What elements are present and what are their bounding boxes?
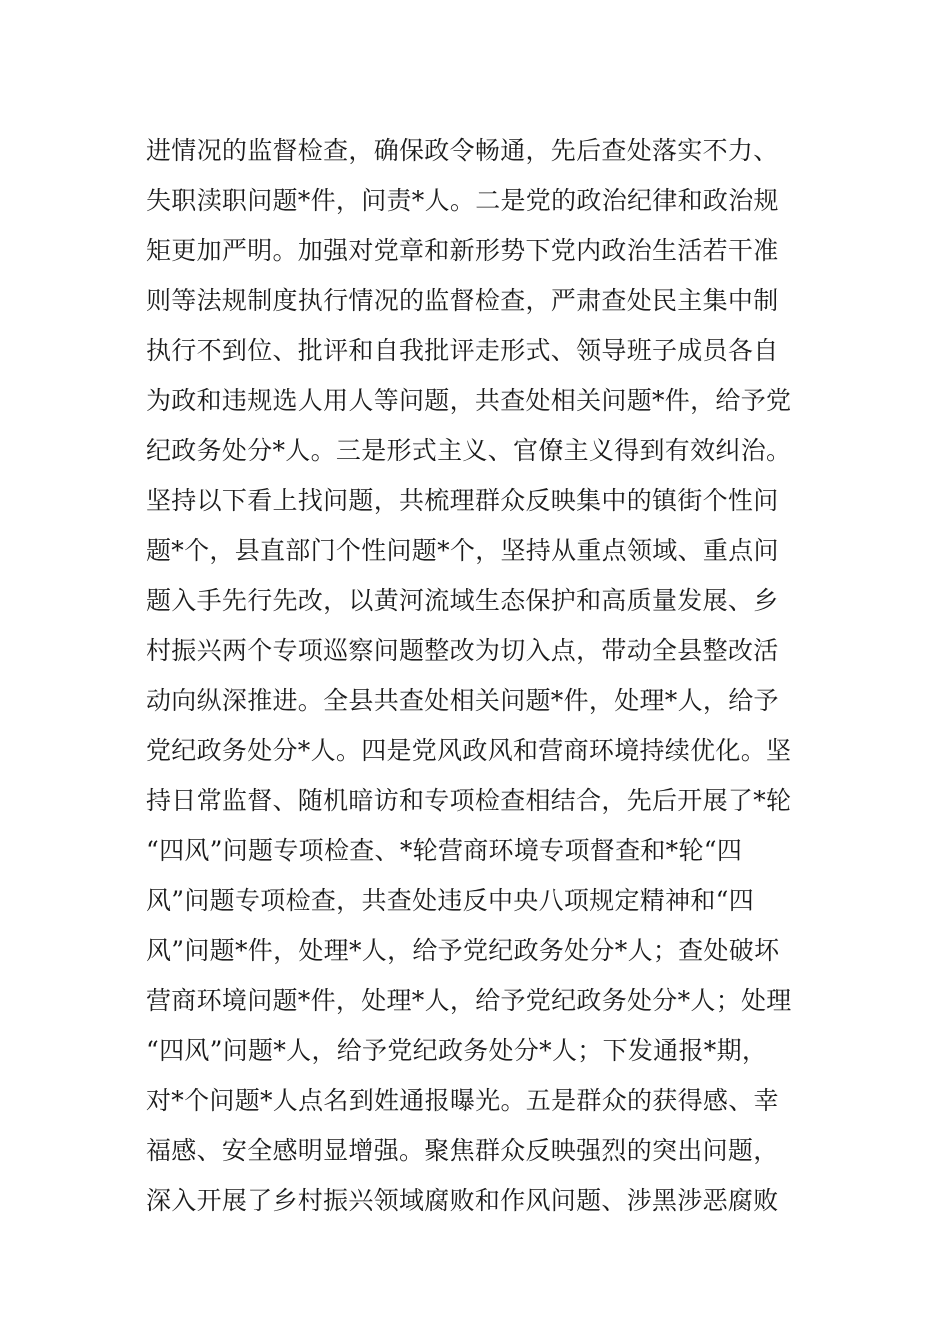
text-line: 对*个问题*人点名到姓通报曝光。五是群众的获得感、幸	[146, 1086, 779, 1115]
text-line: 风”问题*件，处理*人，给予党纪政务处分*人；查处破坏	[146, 936, 780, 965]
text-line: 深入开展了乡村振兴领域腐败和作风问题、涉黑涉恶腐败	[146, 1186, 779, 1215]
text-line: 执行不到位、批评和自我批评走形式、领导班子成员各自	[146, 336, 779, 365]
text-line: 矩更加严明。加强对党章和新形势下党内政治生活若干准	[146, 236, 779, 265]
text-line: 进情况的监督检查，确保政令畅通，先后查处落实不力、	[146, 136, 779, 165]
text-line: 村振兴两个专项巡察问题整改为切入点，带动全县整改活	[146, 636, 779, 665]
text-line: 则等法规制度执行情况的监督检查，严肃查处民主集中制	[146, 286, 779, 315]
text-line: 失职渎职问题*件，问责*人。二是党的政治纪律和政治规	[146, 186, 779, 215]
text-line: 福感、安全感明显增强。聚焦群众反映强烈的突出问题，	[146, 1136, 779, 1165]
text-line: 党纪政务处分*人。四是党风政风和营商环境持续优化。坚	[146, 736, 792, 765]
text-line: 纪政务处分*人。三是形式主义、官僚主义得到有效纠治。	[146, 436, 792, 465]
text-line: 营商环境问题*件，处理*人，给予党纪政务处分*人；处理	[146, 986, 792, 1015]
text-line: 持日常监督、随机暗访和专项检查相结合，先后开展了*轮	[146, 786, 792, 815]
text-line: 动向纵深推进。全县共查处相关问题*件，处理*人，给予	[146, 686, 779, 715]
text-line: 风”问题专项检查，共查处违反中央八项规定精神和“四	[146, 886, 755, 915]
body-paragraph	[146, 126, 806, 1226]
text-line: 题*个，县直部门个性问题*个，坚持从重点领域、重点问	[146, 536, 779, 565]
text-line: 坚持以下看上找问题，共梳理群众反映集中的镇街个性问	[146, 486, 779, 515]
text-line: 为政和违规选人用人等问题，共查处相关问题*件，给予党	[146, 386, 792, 415]
text-line: 题入手先行先改，以黄河流域生态保护和高质量发展、乡	[146, 586, 779, 615]
text-line: “四风”问题专项检查、*轮营商环境专项督查和*轮“四	[146, 836, 743, 865]
text-line: “四风”问题*人，给予党纪政务处分*人；下发通报*期，	[146, 1036, 768, 1065]
